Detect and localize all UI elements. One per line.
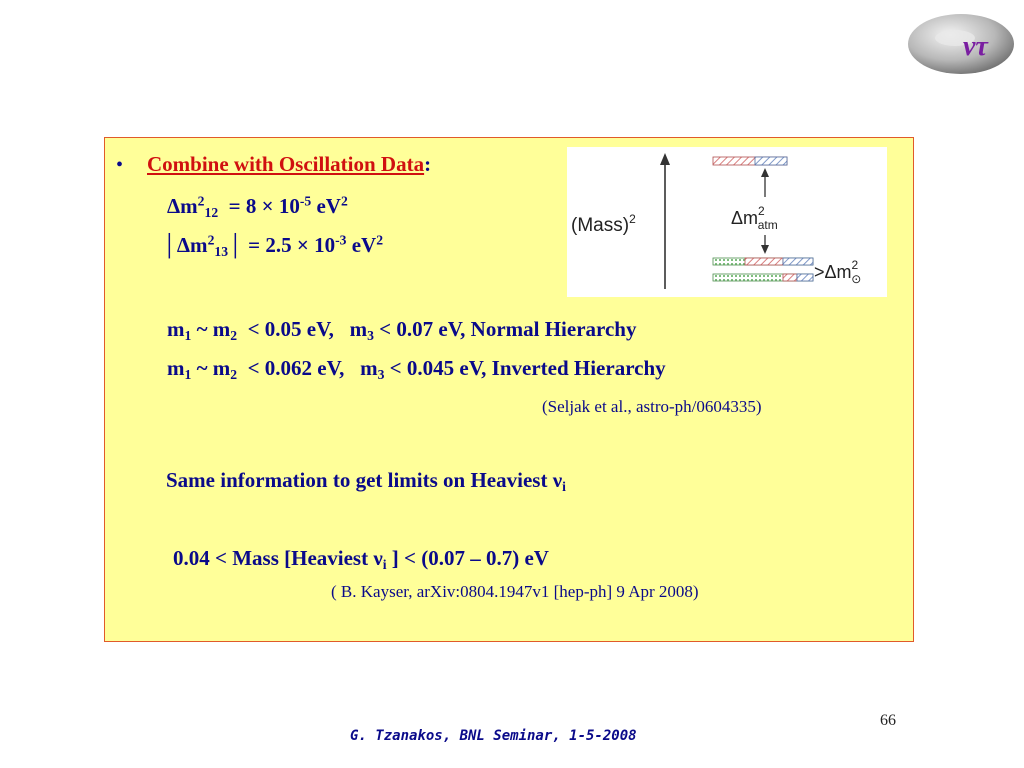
dm12-exp: -5 bbox=[299, 193, 312, 209]
dm13-equation bbox=[162, 232, 384, 260]
dm13-unit: eV bbox=[351, 233, 377, 257]
seljak-citation: (Seljak et al., astro-ph/0604335) bbox=[542, 397, 762, 416]
dm13-sup: 2 bbox=[207, 232, 215, 248]
bullet: • bbox=[116, 154, 124, 176]
dm13-bar-left: │ bbox=[162, 233, 177, 257]
atm-label: $\Delta m^2$ atm bbox=[731, 204, 778, 232]
inverted-hierarchy-line: $m_1$ ~ $m_2 < 0.062$ eV, $m_3 < 0.045$ eV, Inverted Hierarchy bbox=[167, 356, 666, 383]
page-number: 66 bbox=[880, 712, 896, 729]
heading-colon: : bbox=[424, 152, 432, 176]
heading-link[interactable]: Combine with Oscillation Data bbox=[147, 152, 425, 176]
dm13-unit-sup: 2 bbox=[376, 232, 384, 248]
mass-axis-arrowhead bbox=[660, 153, 670, 165]
dm12-delta: Δm bbox=[167, 194, 198, 218]
logo-symbol: ντ bbox=[963, 31, 988, 62]
solar-label: $>\Delta m^2$ ⊙ bbox=[814, 258, 862, 286]
kayser-citation: ( B. Kayser, arXiv:0804.1947v1 [hep-ph] 9 Apr 2008) bbox=[331, 582, 699, 601]
dm13-delta: Δm bbox=[176, 233, 208, 257]
dm13-value: = 2.5 × 10 bbox=[248, 233, 336, 257]
dm13-sub: 13 bbox=[214, 244, 229, 260]
dm12-unit-sup: 2 bbox=[340, 193, 348, 209]
dm13-bar-right: │ bbox=[228, 233, 243, 257]
mass-hierarchy-diagram bbox=[567, 147, 887, 297]
mass-label: (Mass)$^2$ bbox=[571, 212, 636, 236]
heaviest-info-line: Same information to get limits on Heaviest $\nu_i$ bbox=[166, 468, 566, 495]
dm13-exp: -3 bbox=[335, 232, 347, 248]
tau-neutrino-logo-icon bbox=[905, 8, 1017, 76]
top-level-blue bbox=[755, 157, 787, 165]
dm12-unit: eV bbox=[316, 194, 341, 218]
dm12-value: = 8 × 10 bbox=[228, 194, 300, 218]
dm12-sub: 12 bbox=[204, 205, 219, 221]
mass-limit-line: 0.04 < Mass [Heaviest $\nu_i$ ] < (0.07 – 0.7) eV bbox=[173, 546, 549, 573]
dm12-sup: 2 bbox=[197, 193, 205, 209]
normal-hierarchy-line: $m_1$ ~ $m_2 < 0.05$ eV, $m_3 < 0.07$ eV, Normal Hierarchy bbox=[167, 317, 637, 344]
heading bbox=[147, 154, 431, 175]
dm12-equation bbox=[167, 193, 348, 221]
footer-text: G. Tzanakos, BNL Seminar, 1-5-2008 bbox=[350, 728, 637, 744]
